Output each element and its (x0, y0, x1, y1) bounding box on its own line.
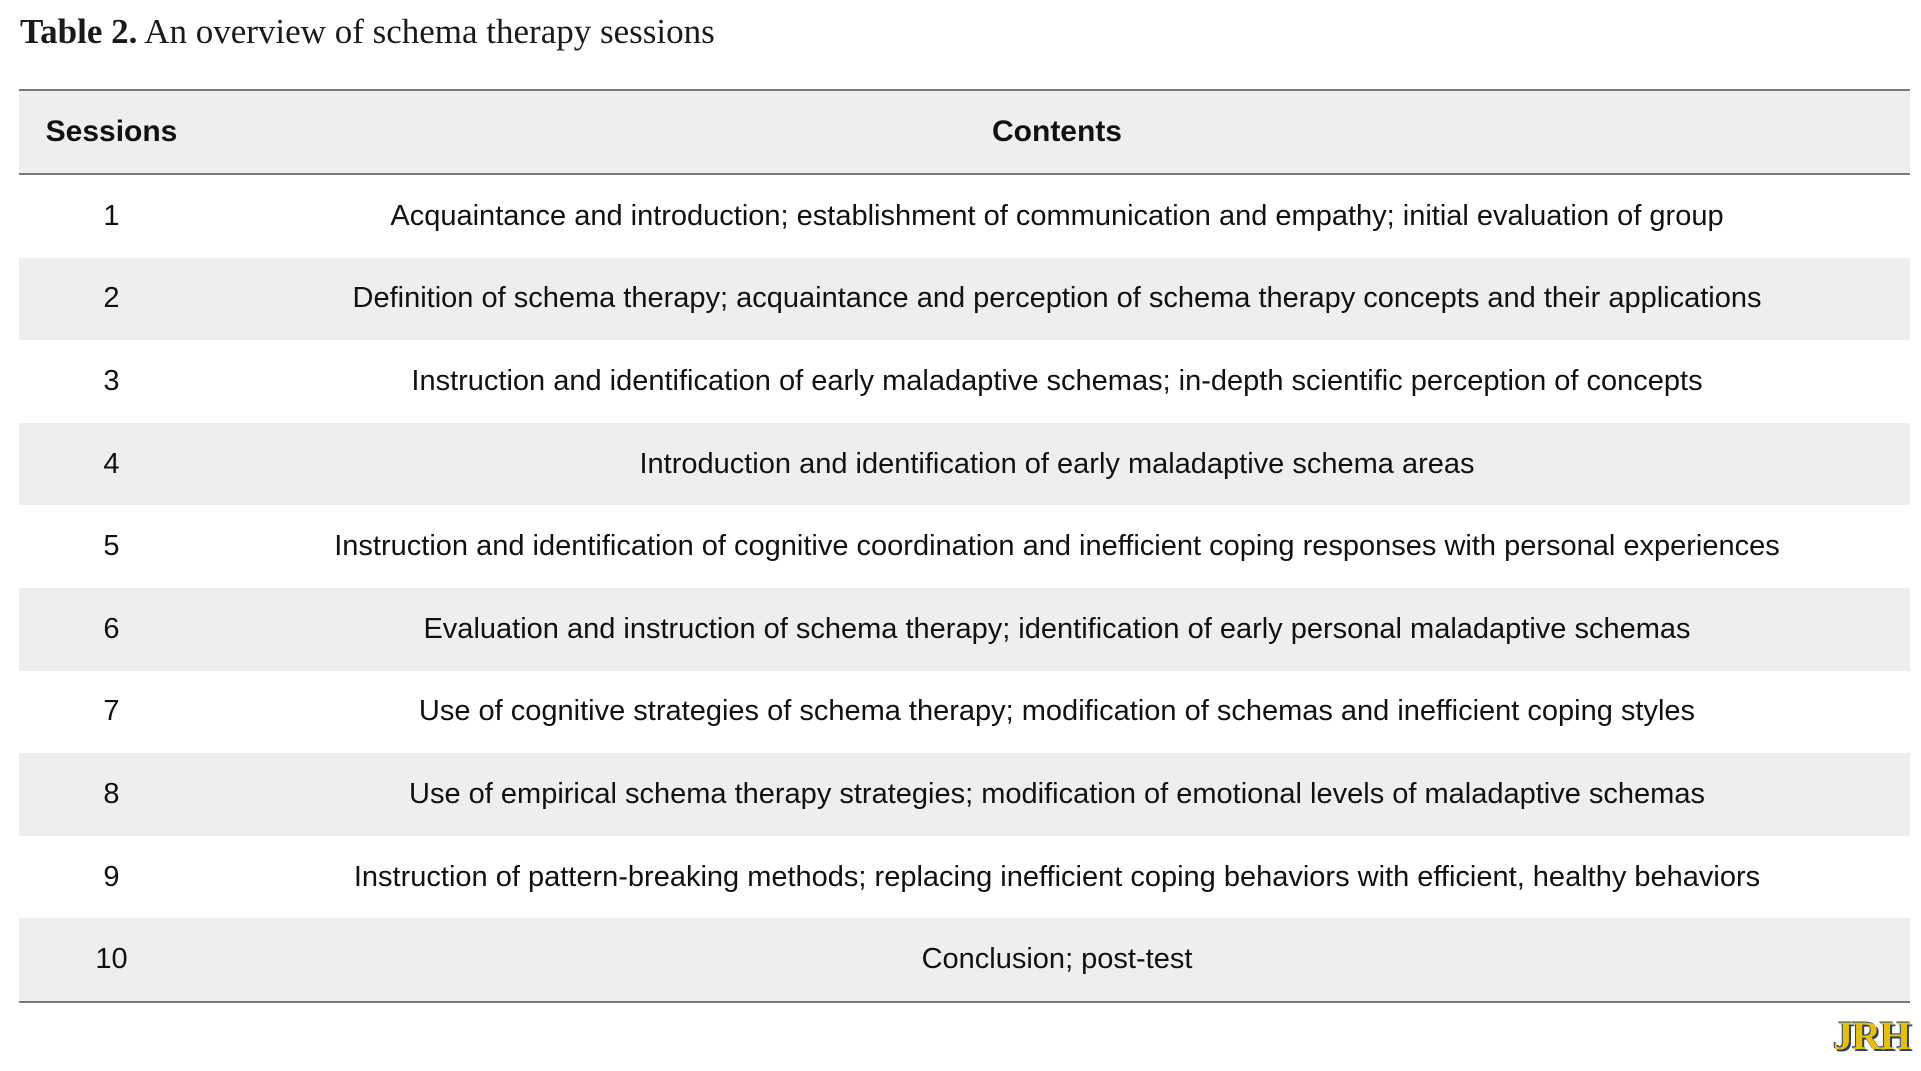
header-contents: Contents (992, 115, 1122, 148)
journal-logo: JRH (1833, 1013, 1910, 1058)
session-number: 7 (103, 695, 120, 728)
session-number: 2 (103, 282, 120, 315)
session-number: 8 (103, 777, 120, 810)
session-content: Definition of schema therapy; acquaintance and perception of schema therapy concepts and their applications (352, 282, 1762, 315)
session-number: 10 (95, 943, 128, 976)
table-row (19, 175, 1910, 258)
table-caption-label: Table 2. (20, 12, 138, 51)
table-caption-text: An overview of schema therapy sessions (144, 12, 715, 51)
table-row (19, 671, 1910, 754)
table-header-row (19, 91, 1910, 175)
session-content: Instruction of pattern-breaking methods; replacing inefficient coping behaviors with efficient, healthy behaviors (353, 860, 1761, 893)
session-number: 4 (103, 447, 120, 480)
header-sessions: Sessions (45, 115, 178, 148)
session-content: Conclusion; post-test (921, 943, 1193, 976)
session-content: Evaluation and instruction of schema therapy; identification of early personal maladaptive schemas (423, 612, 1691, 645)
table-row (19, 753, 1910, 836)
table-row (19, 340, 1910, 423)
table-row (19, 918, 1910, 1001)
table-row (19, 505, 1910, 588)
session-content: Introduction and identification of early maladaptive schema areas (639, 447, 1475, 480)
session-content: Use of empirical schema therapy strategies; modification of emotional levels of maladaptive schemas (409, 777, 1705, 810)
table-row (19, 258, 1910, 341)
session-content: Instruction and identification of cognitive coordination and inefficient coping responses with personal experiences (334, 530, 1780, 563)
session-content: Acquaintance and introduction; establishment of communication and empathy; initial evaluation of group (390, 199, 1724, 232)
session-content: Instruction and identification of early maladaptive schemas; in-depth scientific perception of concepts (411, 364, 1703, 397)
sessions-table (19, 89, 1910, 1003)
table-caption (20, 12, 715, 52)
session-number: 1 (103, 199, 120, 232)
table-row (19, 836, 1910, 919)
table-row (19, 588, 1910, 671)
session-number: 9 (103, 860, 120, 893)
session-number: 5 (103, 530, 120, 563)
session-content: Use of cognitive strategies of schema therapy; modification of schemas and inefficient coping styles (418, 695, 1696, 728)
table-row (19, 423, 1910, 506)
session-number: 6 (103, 612, 120, 645)
session-number: 3 (103, 364, 120, 397)
